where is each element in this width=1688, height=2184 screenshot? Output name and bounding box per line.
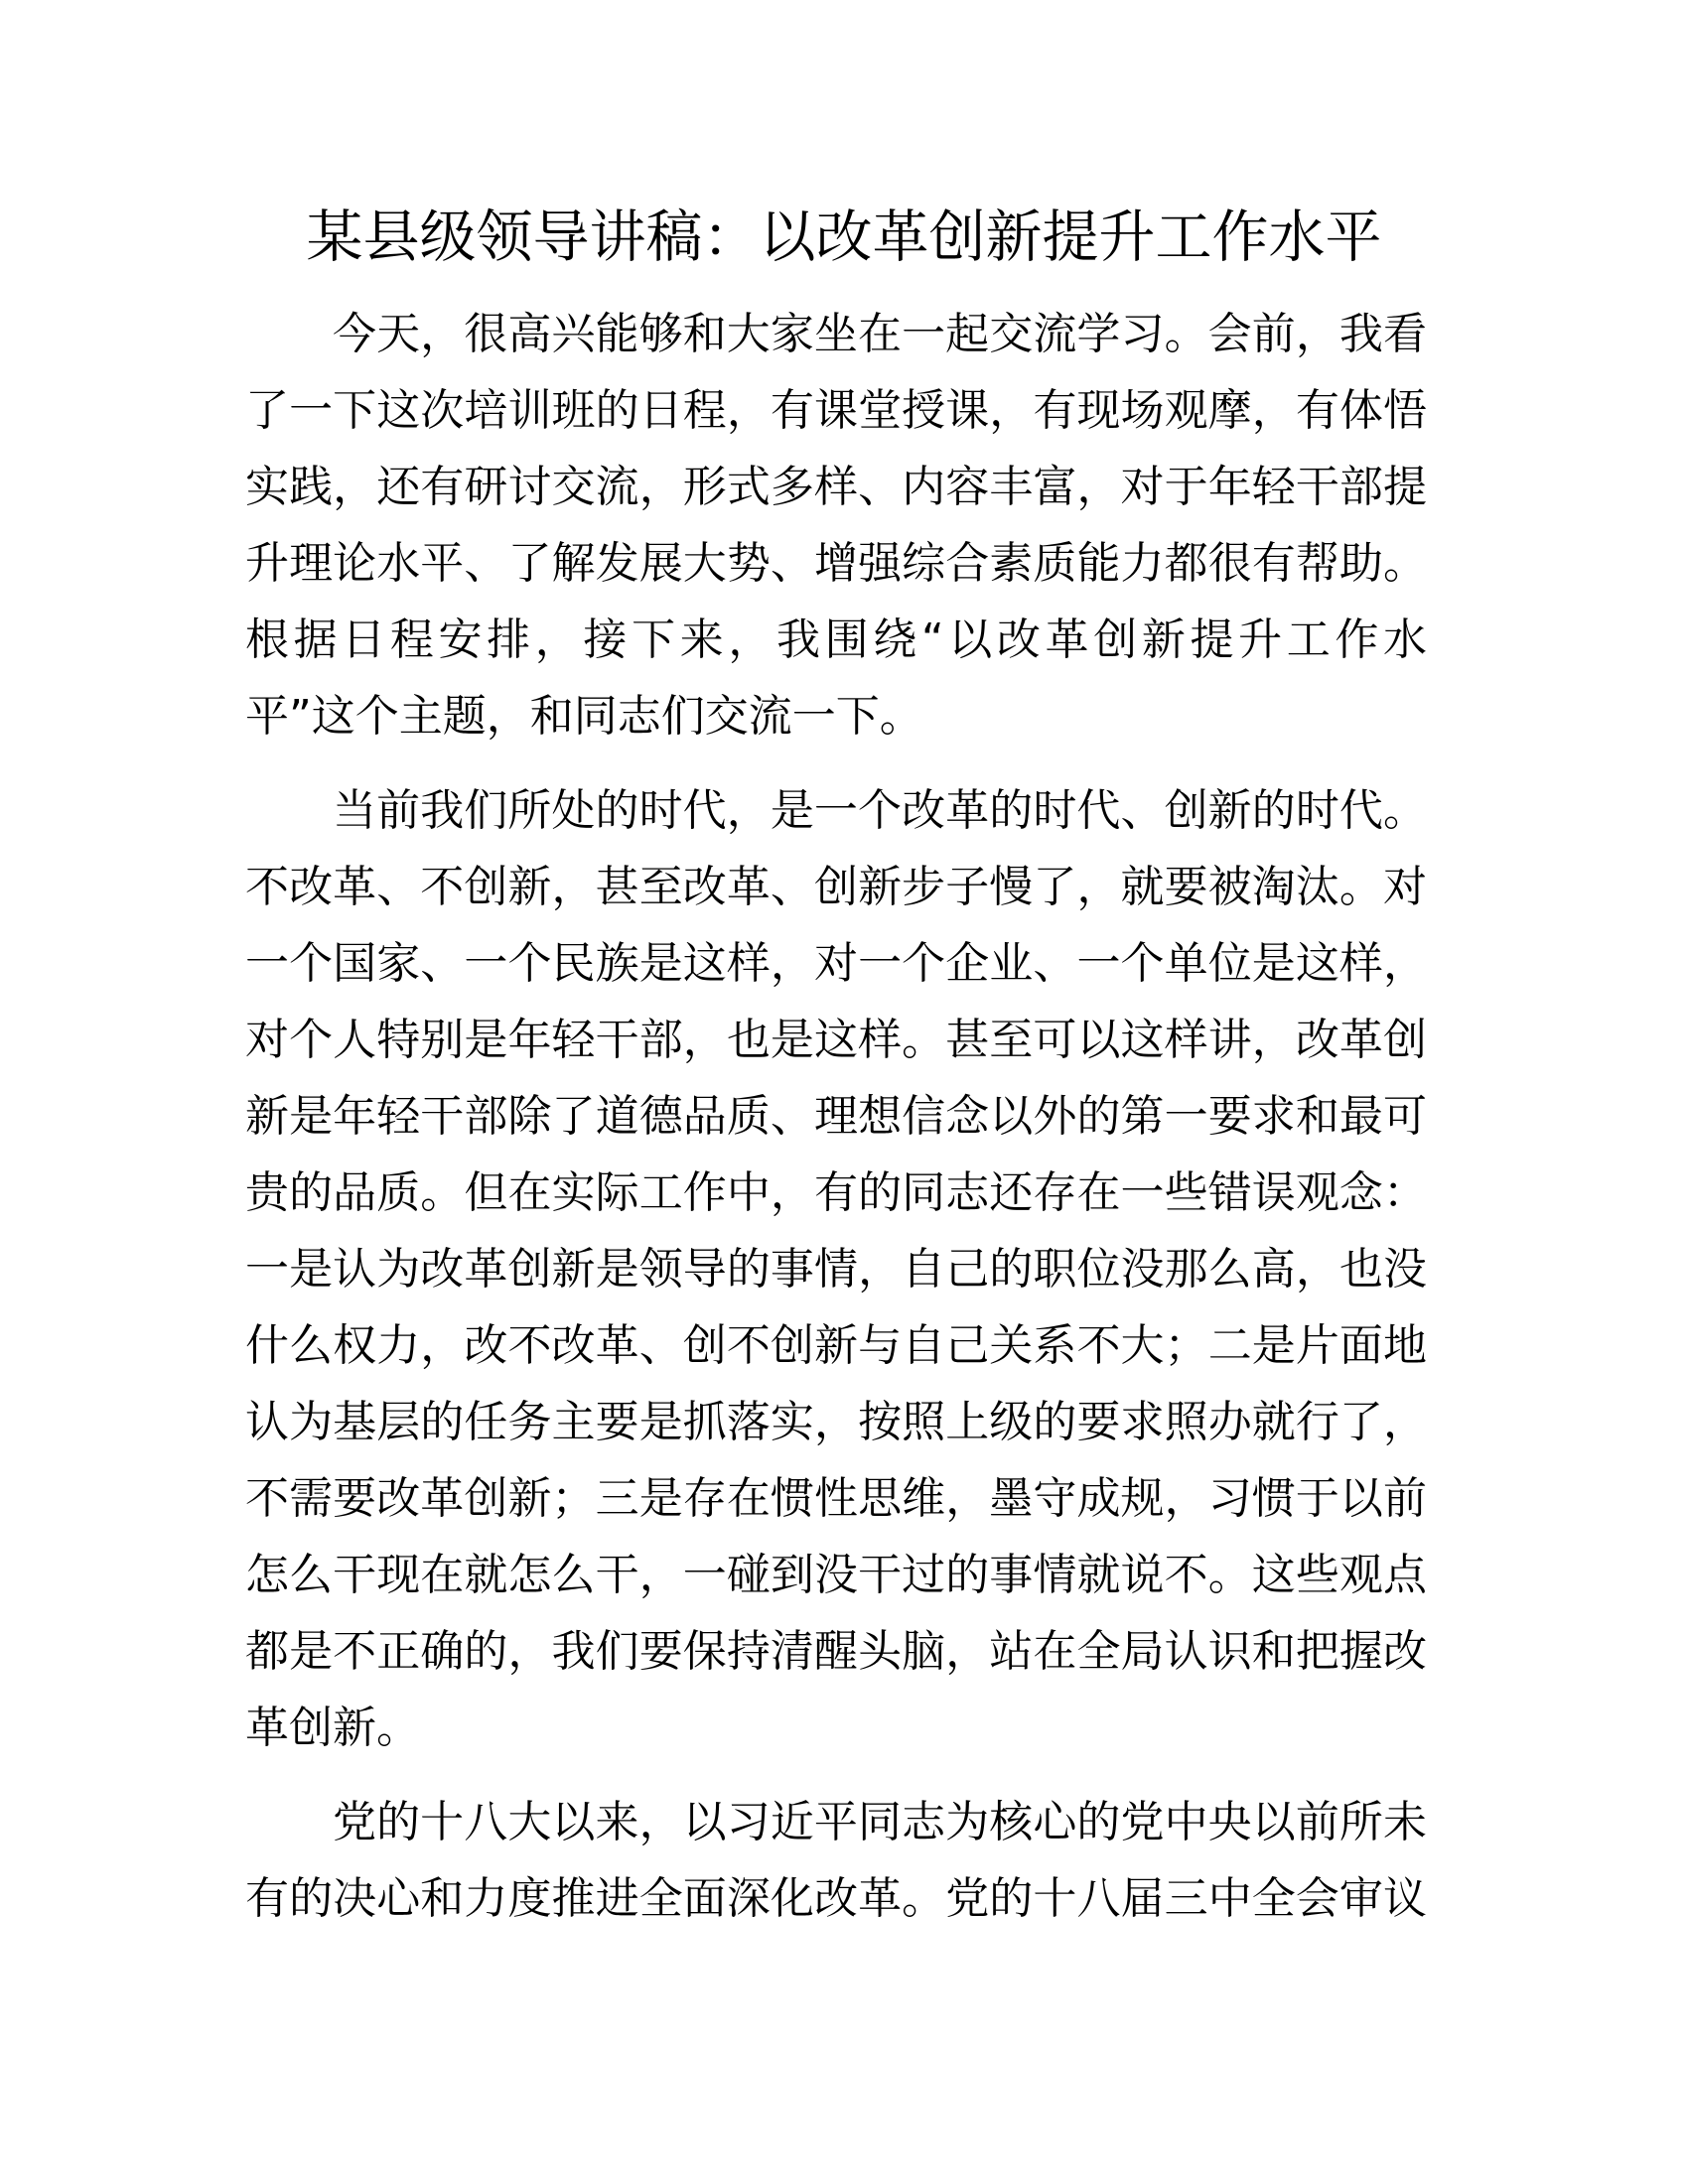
text-line: 都是不正确的，我们要保持清醒头脑，站在全局认识和把握改 [245,1626,1427,1677]
paragraph [245,772,1427,1766]
text-line: 今天，很高兴能够和大家坐在一起交流学习。会前，我看 [333,309,1427,359]
text-line: 怎么干现在就怎么干，一碰到没干过的事情就说不。这些观点 [245,1550,1427,1600]
text-line: 一个国家、一个民族是这样，对一个企业、一个单位是这样， [245,938,1427,989]
text-line: 不改革、不创新，甚至改革、创新步子慢了，就要被淘汰。对 [245,862,1427,912]
paragraph [245,296,1427,754]
text-line: 实践，还有研讨交流，形式多样、内容丰富，对于年轻干部提 [245,462,1427,512]
text-line: 当前我们所处的时代，是一个改革的时代、创新的时代。 [333,785,1427,836]
text-line: 党的十八大以来，以习近平同志为核心的党中央以前所未 [333,1797,1427,1847]
document-title: 某县级领导讲稿：以改革创新提升工作水平 [306,205,1382,270]
paragraph [245,1784,1427,1937]
text-line: 平”这个主题，和同志们交流一下。 [245,691,923,742]
text-line: 了一下这次培训班的日程，有课堂授课，有现场观摩，有体悟 [245,385,1427,436]
text-line: 革创新。 [245,1703,420,1753]
document-body [245,296,1427,1955]
text-line: 不需要改革创新；三是存在惯性思维，墨守成规，习惯于以前 [245,1473,1427,1524]
text-line: 什么权力，改不改革、创不创新与自己关系不大；二是片面地 [245,1320,1427,1371]
text-line: 认为基层的任务主要是抓落实，按照上级的要求照办就行了， [245,1397,1427,1447]
text-line: 升理论水平、了解发展大势、增强综合素质能力都很有帮助。 [245,538,1427,589]
text-line: 新是年轻干部除了道德品质、理想信念以外的第一要求和最可 [245,1091,1427,1142]
text-line: 一是认为改革创新是领导的事情，自己的职位没那么高，也没 [245,1244,1427,1295]
text-line: 对个人特别是年轻干部，也是这样。甚至可以这样讲，改革创 [245,1015,1427,1065]
text-line: 贵的品质。但在实际工作中，有的同志还存在一些错误观念： [245,1167,1427,1218]
text-line: 根据日程安排，接下来，我围绕“以改革创新提升工作水 [245,614,1427,665]
text-line: 有的决心和力度推进全面深化改革。党的十八届三中全会审议 [245,1873,1427,1924]
